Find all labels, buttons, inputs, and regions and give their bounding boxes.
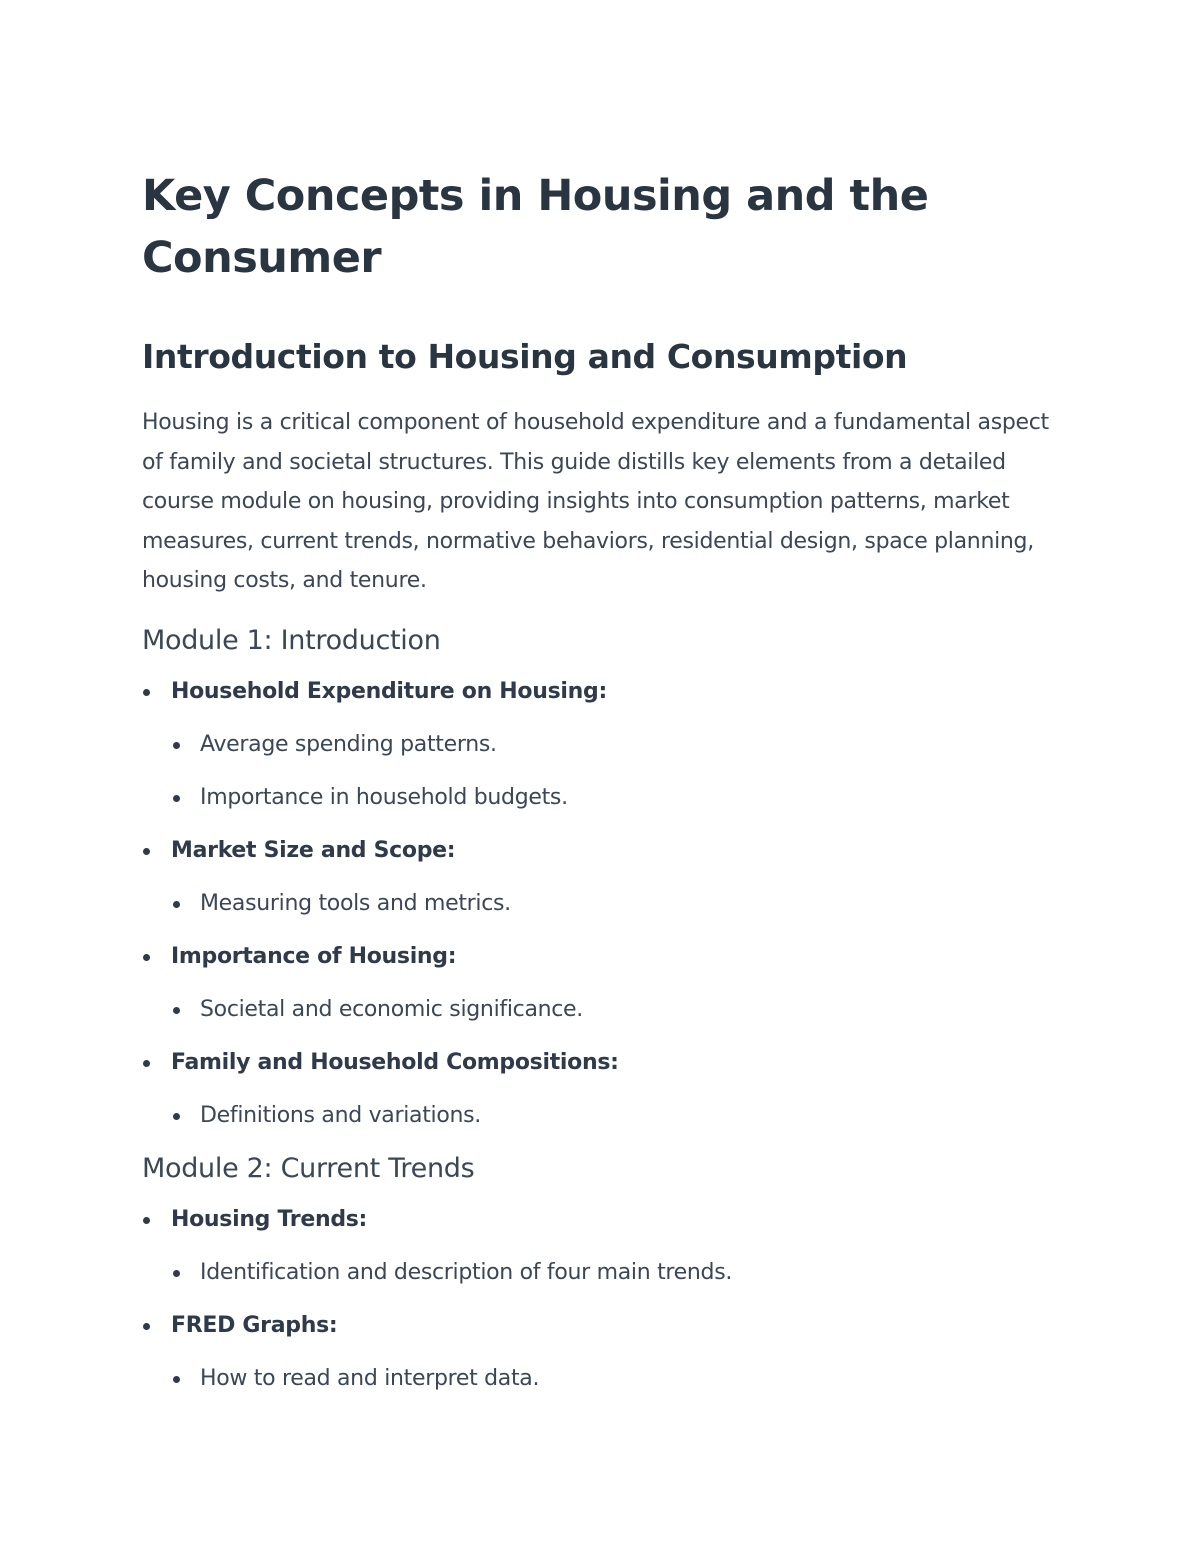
module-1-list (142, 679, 1072, 1129)
module-1-section (142, 623, 1072, 1129)
section-heading: Introduction to Housing and Consumption (142, 337, 908, 376)
sub-list (171, 1366, 1072, 1392)
sub-item-text: Societal and economic significance. (200, 996, 583, 1022)
item-label: Household Expenditure on Housing: (171, 678, 607, 704)
sub-list-item (171, 997, 1072, 1023)
bullet-icon (173, 1113, 180, 1120)
item-label: Family and Household Compositions: (171, 1049, 619, 1075)
module-1-heading: Module 1: Introduction (142, 624, 441, 656)
item-label: Market Size and Scope: (171, 837, 456, 863)
document-page (142, 165, 1072, 1392)
module-2-list (142, 1207, 1072, 1392)
list-item (142, 1313, 1072, 1392)
sub-item-text: Importance in household budgets. (200, 784, 568, 810)
sub-list (171, 1260, 1072, 1286)
bullet-icon (173, 901, 180, 908)
sub-list (171, 1103, 1072, 1129)
sub-list (171, 891, 1072, 917)
bullet-icon (143, 848, 150, 855)
sub-list (171, 997, 1072, 1023)
bullet-icon (143, 1323, 150, 1330)
bullet-icon (143, 954, 150, 961)
item-label: Housing Trends: (171, 1206, 368, 1232)
list-item (142, 838, 1072, 917)
document-title: Key Concepts in Housing and the Consumer (142, 171, 929, 283)
module-2-heading: Module 2: Current Trends (142, 1152, 475, 1184)
sub-list-item (171, 785, 1072, 811)
sub-item-text: Average spending patterns. (200, 731, 497, 757)
bullet-icon (173, 795, 180, 802)
bullet-icon (173, 742, 180, 749)
sub-list-item (171, 1103, 1072, 1129)
item-label: Importance of Housing: (171, 943, 457, 969)
item-label: FRED Graphs: (171, 1312, 338, 1338)
list-item (142, 944, 1072, 1023)
sub-item-text: Identification and description of four main trends. (200, 1259, 733, 1285)
bullet-icon (143, 689, 150, 696)
sub-list-item (171, 891, 1072, 917)
sub-list-item (171, 1366, 1072, 1392)
sub-list-item (171, 732, 1072, 758)
bullet-icon (173, 1007, 180, 1014)
list-item (142, 1050, 1072, 1129)
sub-item-text: Measuring tools and metrics. (200, 890, 511, 916)
bullet-icon (173, 1376, 180, 1383)
bullet-icon (143, 1217, 150, 1224)
bullet-icon (173, 1270, 180, 1277)
list-item (142, 1207, 1072, 1286)
intro-paragraph: Housing is a critical component of household expenditure and a fundamental aspect of family and societal structures. This guide distills key elements from a detailed course module on housing, providing insights into consumption patterns, market measures, current trends, normative behaviors, residential design, space planning, housing costs, and tenure. (142, 410, 1049, 593)
sub-item-text: How to read and interpret data. (200, 1365, 540, 1391)
list-item (142, 679, 1072, 811)
module-2-section (142, 1151, 1072, 1392)
bullet-icon (143, 1060, 150, 1067)
sub-list (171, 732, 1072, 811)
sub-item-text: Definitions and variations. (200, 1102, 482, 1128)
sub-list-item (171, 1260, 1072, 1286)
